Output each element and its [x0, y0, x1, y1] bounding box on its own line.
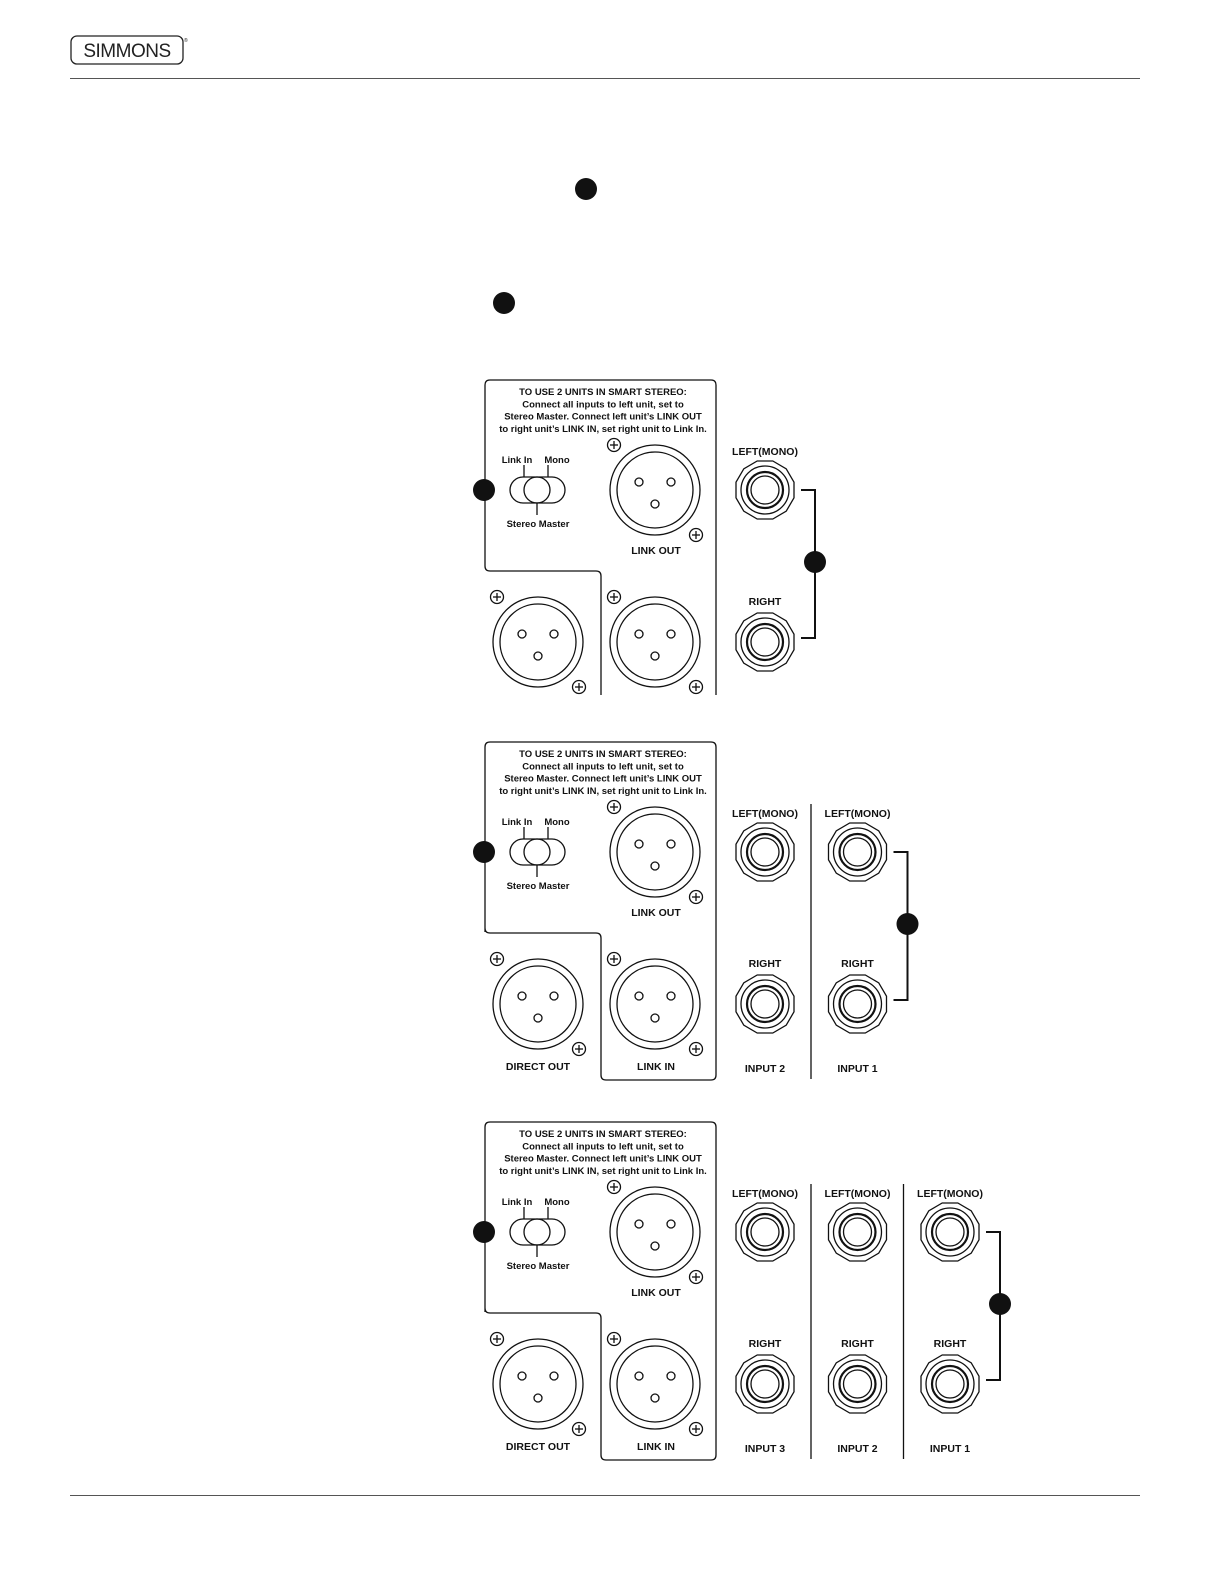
instruction-text: to right unit’s LINK IN, set right unit to Link In.: [499, 785, 707, 797]
xlr-jack-icon: [610, 1339, 700, 1429]
xlr-jack-icon: [493, 597, 583, 687]
link-out-label: LINK OUT: [631, 1287, 681, 1299]
switch-label-mono: Mono: [544, 455, 570, 466]
quarter-inch-jack-icon: [921, 1203, 979, 1261]
input-left-mono-label: LEFT(MONO): [732, 808, 798, 820]
callout-marker: [804, 551, 826, 573]
input-right-label: RIGHT: [841, 958, 874, 970]
quarter-inch-jack-icon: [736, 461, 794, 519]
quarter-inch-jack-icon: [736, 823, 794, 881]
switch-knob: [524, 477, 550, 503]
callout-marker: [473, 841, 495, 863]
panel-2: [473, 742, 919, 1080]
panel-3: [473, 1122, 1011, 1460]
mode-switch: [510, 839, 565, 865]
instruction-text: Connect all inputs to left unit, set to: [522, 399, 684, 411]
quarter-inch-jack-icon: [829, 823, 887, 881]
instruction-text: to right unit’s LINK IN, set right unit to Link In.: [499, 1165, 707, 1177]
callout-marker: [473, 1221, 495, 1243]
instruction-text: TO USE 2 UNITS IN SMART STEREO:: [519, 387, 687, 398]
direct-out-label: DIRECT OUT: [505, 1061, 571, 1073]
instruction-text: TO USE 2 UNITS IN SMART STEREO:: [519, 749, 687, 760]
switch-label-stereo-master: Stereo Master: [506, 881, 570, 892]
quarter-inch-jack-icon: [921, 1355, 979, 1413]
input-left-mono-label: LEFT(MONO): [732, 446, 798, 458]
xlr-jack-icon: [610, 959, 700, 1049]
switch-knob: [524, 839, 550, 865]
link-in-label: LINK IN: [637, 1441, 675, 1453]
input-left-mono-label: LEFT(MONO): [824, 1188, 891, 1200]
input-name-label: INPUT 2: [744, 1063, 786, 1075]
quarter-inch-jack-icon: [736, 1355, 794, 1413]
link-out-label: LINK OUT: [631, 545, 681, 557]
quarter-inch-jack-icon: [829, 1203, 887, 1261]
xlr-jack-icon: [610, 597, 700, 687]
input-name-label: INPUT 1: [837, 1063, 878, 1075]
switch-knob: [524, 1219, 550, 1245]
switch-label-stereo-master: Stereo Master: [506, 1261, 570, 1272]
logo-text: SIMMONS: [83, 41, 171, 62]
input-left-mono-label: LEFT(MONO): [824, 808, 891, 820]
instruction-text: Stereo Master. Connect left unit’s LINK OUT: [504, 411, 702, 423]
callout-marker: [897, 913, 919, 935]
switch-label-link-in: Link In: [501, 817, 533, 828]
xlr-jack-icon: [610, 807, 700, 897]
input-left-mono-label: LEFT(MONO): [732, 1188, 798, 1200]
input-right-label: RIGHT: [841, 1338, 874, 1350]
input-right-label: RIGHT: [748, 1338, 782, 1350]
instruction-text: Stereo Master. Connect left unit’s LINK OUT: [504, 1153, 702, 1165]
xlr-jack-icon: [493, 959, 583, 1049]
quarter-inch-jack-icon: [736, 613, 794, 671]
quarter-inch-jack-icon: [829, 1355, 887, 1413]
quarter-inch-jack-icon: [736, 1203, 794, 1261]
link-out-label: LINK OUT: [631, 907, 681, 919]
instruction-text: Connect all inputs to left unit, set to: [522, 1141, 684, 1153]
switch-label-stereo-master: Stereo Master: [506, 519, 570, 530]
instruction-text: Stereo Master. Connect left unit’s LINK OUT: [504, 773, 702, 785]
input-name-label: INPUT 2: [837, 1443, 878, 1455]
panel-1: [473, 380, 826, 695]
input-right-label: RIGHT: [933, 1338, 967, 1350]
switch-label-link-in: Link In: [501, 455, 533, 466]
callout-marker: [989, 1293, 1011, 1315]
switch-label-mono: Mono: [544, 1197, 570, 1208]
callout-marker: [473, 479, 495, 501]
input-name-label: INPUT 1: [929, 1443, 971, 1455]
quarter-inch-jack-icon: [736, 975, 794, 1033]
xlr-jack-icon: [610, 1187, 700, 1277]
instruction-text: Connect all inputs to left unit, set to: [522, 761, 684, 773]
switch-label-mono: Mono: [544, 817, 570, 828]
input-right-label: RIGHT: [748, 958, 782, 970]
direct-out-label: DIRECT OUT: [505, 1441, 571, 1453]
xlr-jack-icon: [610, 445, 700, 535]
input-right-label: RIGHT: [748, 596, 782, 608]
input-left-mono-label: LEFT(MONO): [917, 1188, 983, 1200]
xlr-jack-icon: [493, 1339, 583, 1429]
quarter-inch-jack-icon: [829, 975, 887, 1033]
mode-switch: [510, 1219, 565, 1245]
link-in-label: LINK IN: [637, 1061, 675, 1073]
svg-text:®: ®: [184, 38, 188, 44]
switch-label-link-in: Link In: [501, 1197, 533, 1208]
instruction-text: to right unit’s LINK IN, set right unit to Link In.: [499, 423, 707, 435]
mode-switch: [510, 477, 565, 503]
input-name-label: INPUT 3: [744, 1443, 786, 1455]
instruction-text: TO USE 2 UNITS IN SMART STEREO:: [519, 1129, 687, 1140]
